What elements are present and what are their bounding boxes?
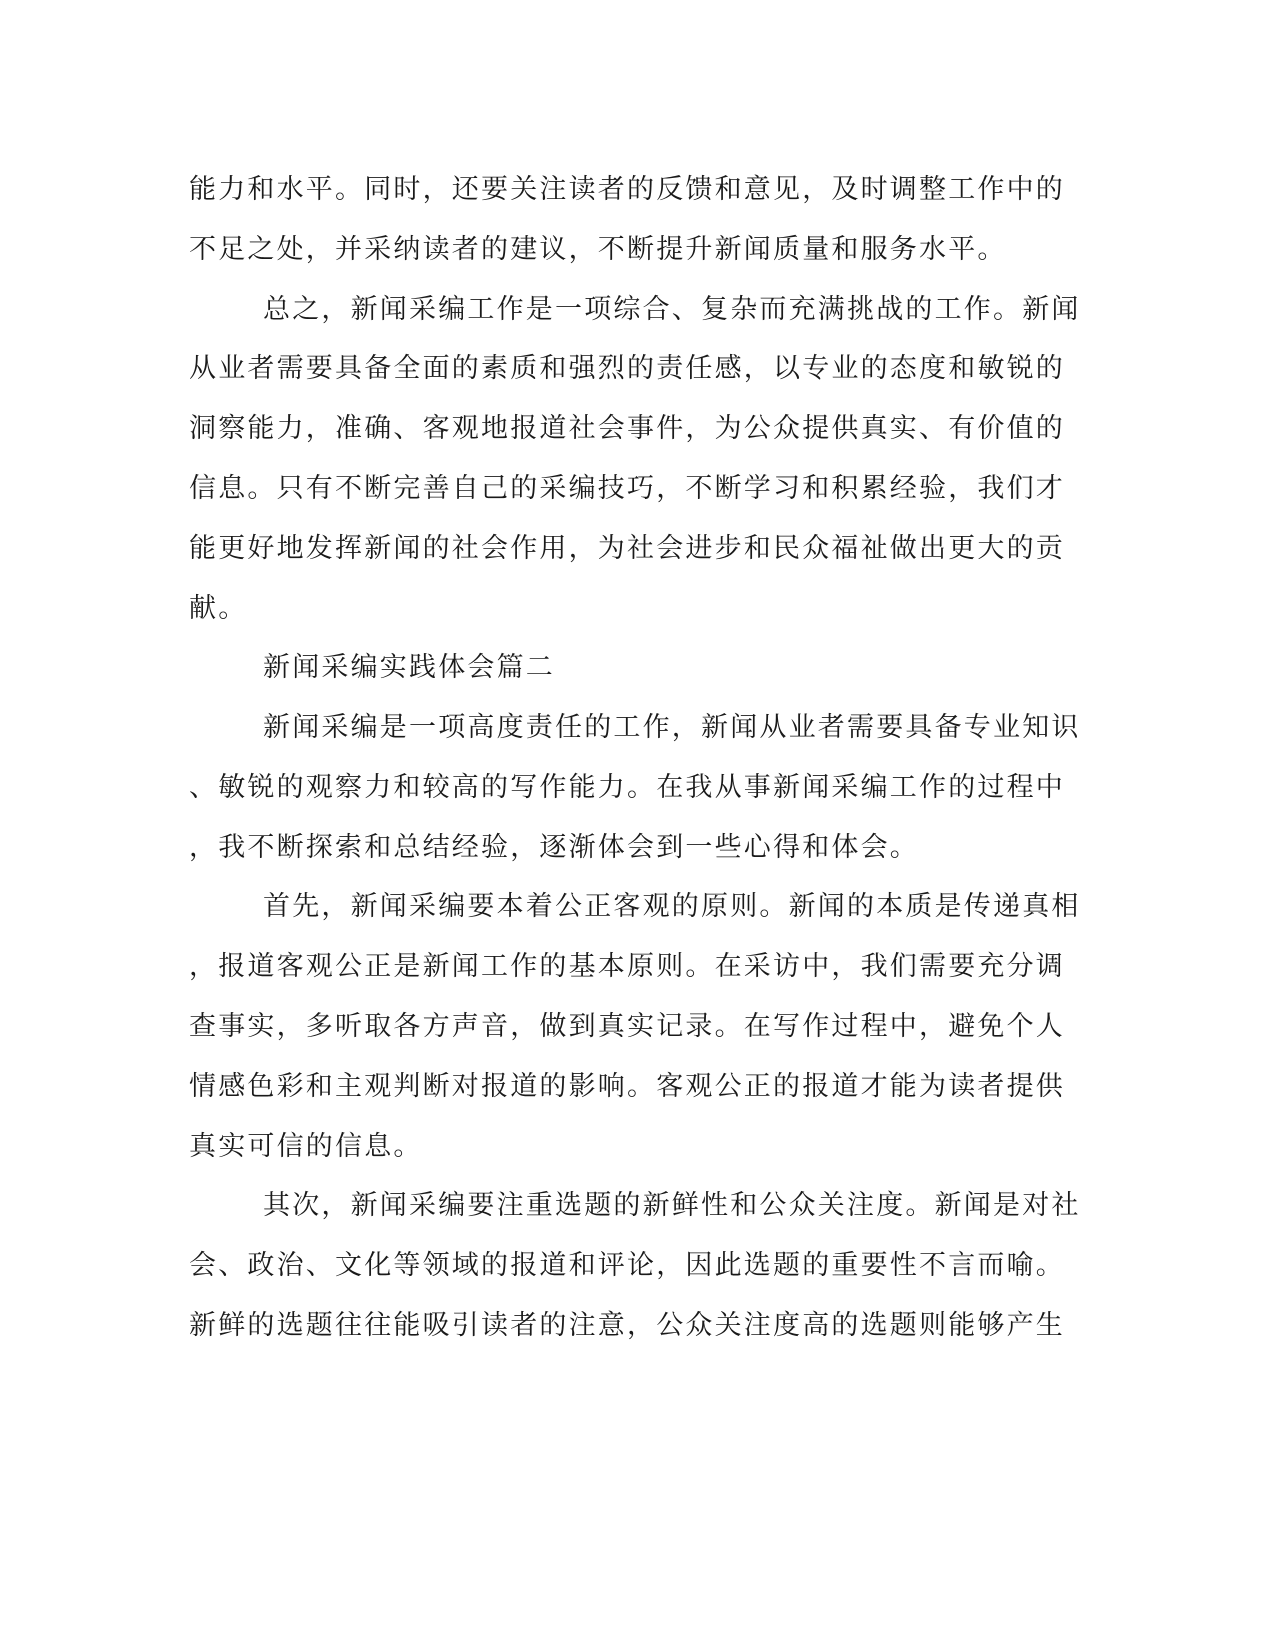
paragraph-first-line: 首先，新闻采编要本着公正客观的原则。新闻的本质是传递真相	[263, 891, 1081, 922]
text-line: ，我不断探索和总结经验，逐渐体会到一些心得和体会。	[189, 832, 919, 863]
paragraph-first-line: 总之，新闻采编工作是一项综合、复杂而充满挑战的工作。新闻	[263, 294, 1081, 325]
text-line: 能力和水平。同时，还要关注读者的反馈和意见，及时调整工作中的	[189, 174, 1065, 205]
text-line: 不足之处，并采纳读者的建议，不断提升新闻质量和服务水平。	[189, 234, 1007, 265]
text-line: 情感色彩和主观判断对报道的影响。客观公正的报道才能为读者提供	[189, 1071, 1065, 1102]
text-line: 从业者需要具备全面的素质和强烈的责任感，以专业的态度和敏锐的	[189, 353, 1065, 384]
section-heading: 新闻采编实践体会篇二	[263, 652, 555, 683]
paragraph-first-line: 其次，新闻采编要注重选题的新鲜性和公众关注度。新闻是对社	[263, 1190, 1081, 1221]
text-line: 会、政治、文化等领域的报道和评论，因此选题的重要性不言而喻。	[189, 1250, 1065, 1281]
paragraph-first-line: 新闻采编是一项高度责任的工作，新闻从业者需要具备专业知识	[263, 712, 1081, 743]
text-line: 新鲜的选题往往能吸引读者的注意，公众关注度高的选题则能够产生	[189, 1310, 1065, 1341]
text-line: 献。	[189, 593, 248, 624]
text-line: 真实可信的信息。	[189, 1131, 423, 1162]
text-line: 信息。只有不断完善自己的采编技巧，不断学习和积累经验，我们才	[189, 473, 1065, 504]
text-line: 查事实，多听取各方声音，做到真实记录。在写作过程中，避免个人	[189, 1011, 1065, 1042]
text-line: ，报道客观公正是新闻工作的基本原则。在采访中，我们需要充分调	[189, 951, 1065, 982]
text-line: 、敏锐的观察力和较高的写作能力。在我从事新闻采编工作的过程中	[189, 772, 1065, 803]
text-line: 洞察能力，准确、客观地报道社会事件，为公众提供真实、有价值的	[189, 413, 1065, 444]
text-line: 能更好地发挥新闻的社会作用，为社会进步和民众福祉做出更大的贡	[189, 533, 1065, 564]
